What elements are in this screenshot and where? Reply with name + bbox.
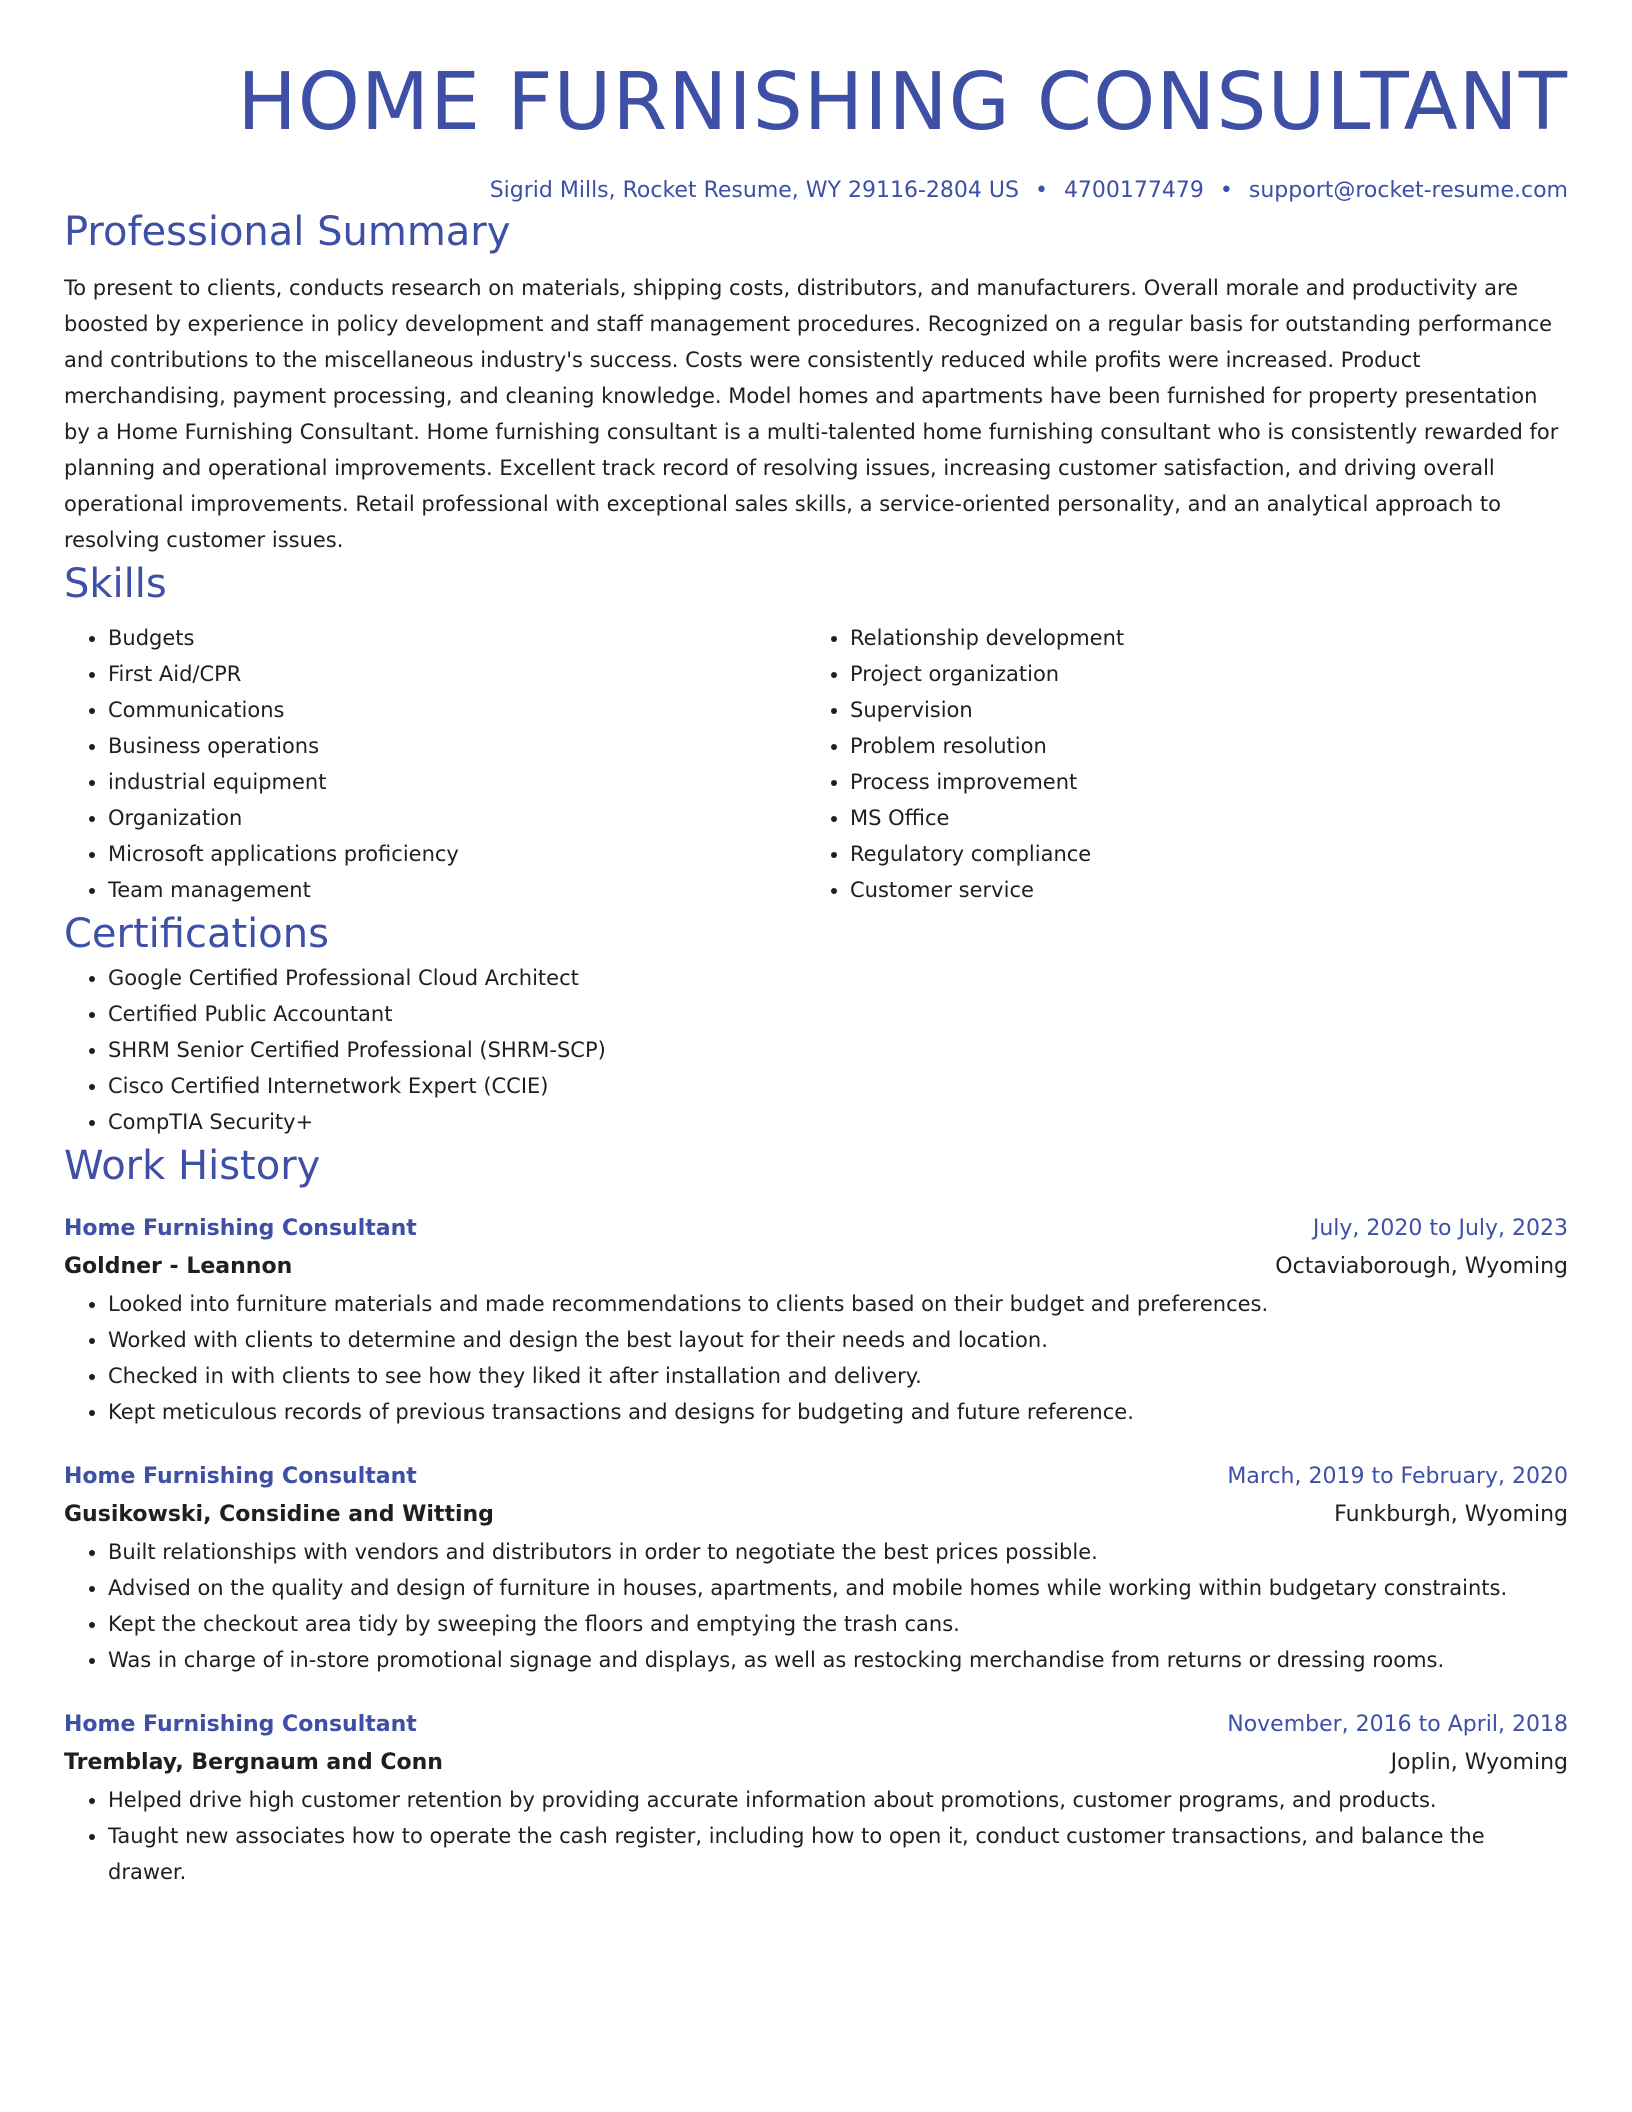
contact-separator: • <box>1219 178 1233 203</box>
certification-item: • CompTIA Security+ <box>108 1104 1568 1140</box>
skill-item: • Microsoft applications proficiency <box>108 836 806 872</box>
skills-right-column <box>806 620 1548 908</box>
job-title: Home Furnishing Consultant <box>64 1464 417 1489</box>
skills-left-column <box>64 620 806 908</box>
contact-phone: 4700177479 <box>1063 178 1204 203</box>
skill-item: • Regulatory compliance <box>850 836 1548 872</box>
skill-item: • Business operations <box>108 728 806 764</box>
job-bullets <box>64 1534 1568 1678</box>
skill-item: • Supervision <box>850 692 1548 728</box>
skill-item: • MS Office <box>850 800 1548 836</box>
job-entry <box>64 1458 1568 1678</box>
skill-item: • Organization <box>108 800 806 836</box>
skill-item: • Customer service <box>850 872 1548 908</box>
job-location: Octaviaborough, Wyoming <box>1275 1254 1568 1279</box>
job-dates: November, 2016 to April, 2018 <box>1227 1712 1568 1737</box>
job-company-row <box>64 1248 1568 1286</box>
job-entry <box>64 1210 1568 1430</box>
skill-item: • Project organization <box>850 656 1548 692</box>
job-dates: March, 2019 to February, 2020 <box>1227 1464 1568 1489</box>
job-bullet: • Checked in with clients to see how they liked it after installation and delivery. <box>108 1358 1568 1394</box>
job-bullet: • Kept the checkout area tidy by sweeping the floors and emptying the trash cans. <box>108 1606 1568 1642</box>
job-bullets <box>64 1286 1568 1430</box>
job-title-row <box>64 1706 1568 1744</box>
certification-item: • Google Certified Professional Cloud Architect <box>108 960 1568 996</box>
job-title-row <box>64 1210 1568 1248</box>
job-bullet: • Worked with clients to determine and design the best layout for their needs and location. <box>108 1322 1568 1358</box>
skills-heading: Skills <box>64 561 167 607</box>
job-bullet: • Was in charge of in-store promotional signage and displays, as well as restocking merchandise from returns or dressing rooms. <box>108 1642 1568 1678</box>
summary-text: To present to clients, conducts research on materials, shipping costs, distributors, and manufacturers. Overall morale and productivity are boosted by experience in policy development and staff management procedures. Recognized on a regular basis for outstanding performance and contributions to the miscellaneous industry's success. Costs were consistently reduced while profits were increased. Product merchandising, payment processing, and cleaning knowledge. Model homes and apartments have been furnished for property presentation by a Home Furnishing Consultant. Home furnishing consultant is a multi-talented home furnishing consultant who is consistently rewarded for planning and operational improvements. Excellent track record of resolving issues, increasing customer satisfaction, and driving overall operational improvements. Retail professional with exceptional sales skills, a service-oriented personality, and an analytical approach to resolving customer issues. <box>64 276 1559 552</box>
job-bullet: • Taught new associates how to operate the cash register, including how to open it, conduct customer transactions, and balance the drawer. <box>108 1818 1568 1890</box>
work-history-heading: Work History <box>64 1143 321 1189</box>
skills-left-list <box>64 620 806 908</box>
skill-item: • Communications <box>108 692 806 728</box>
summary-heading: Professional Summary <box>64 209 511 255</box>
job-location: Joplin, Wyoming <box>1390 1750 1568 1775</box>
job-bullets <box>64 1782 1568 1890</box>
job-bullet: • Advised on the quality and design of furniture in houses, apartments, and mobile homes while working within budgetary constraints. <box>108 1570 1568 1606</box>
skill-item: • industrial equipment <box>108 764 806 800</box>
skill-item: • Relationship development <box>850 620 1548 656</box>
job-company: Tremblay, Bergnaum and Conn <box>64 1750 443 1775</box>
job-bullet: • Looked into furniture materials and made recommendations to clients based on their budget and preferences. <box>108 1286 1568 1322</box>
job-entry <box>64 1706 1568 1890</box>
job-company: Goldner - Leannon <box>64 1254 293 1279</box>
skill-item: • Problem resolution <box>850 728 1548 764</box>
job-dates: July, 2020 to July, 2023 <box>1312 1216 1568 1241</box>
job-company: Gusikowski, Considine and Witting <box>64 1502 494 1527</box>
skill-item: • Budgets <box>108 620 806 656</box>
job-company-row <box>64 1744 1568 1782</box>
certification-item: • Cisco Certified Internetwork Expert (CCIE) <box>108 1068 1568 1104</box>
contact-separator: • <box>1034 178 1048 203</box>
contact-line <box>64 176 1568 206</box>
resume-title: HOME FURNISHING CONSULTANT <box>237 56 1568 148</box>
job-title: Home Furnishing Consultant <box>64 1216 417 1241</box>
contact-email[interactable]: support@rocket-resume.com <box>1248 178 1568 203</box>
job-title: Home Furnishing Consultant <box>64 1712 417 1737</box>
job-bullet: • Helped drive high customer retention by providing accurate information about promotions, customer programs, and products. <box>108 1782 1568 1818</box>
job-title-row <box>64 1458 1568 1496</box>
certification-item: • SHRM Senior Certified Professional (SHRM-SCP) <box>108 1032 1568 1068</box>
skills-columns <box>64 620 1568 908</box>
skill-item: • Process improvement <box>850 764 1548 800</box>
skill-item: • Team management <box>108 872 806 908</box>
job-bullet: • Kept meticulous records of previous transactions and designs for budgeting and future reference. <box>108 1394 1568 1430</box>
job-location: Funkburgh, Wyoming <box>1334 1502 1568 1527</box>
contact-address: Sigrid Mills, Rocket Resume, WY 29116-2804 US <box>489 178 1019 203</box>
job-bullet: • Built relationships with vendors and distributors in order to negotiate the best prices possible. <box>108 1534 1568 1570</box>
certifications-list <box>64 960 1568 1140</box>
certifications-heading: Certifications <box>64 911 329 957</box>
certification-item: • Certified Public Accountant <box>108 996 1568 1032</box>
job-company-row <box>64 1496 1568 1534</box>
skill-item: • First Aid/CPR <box>108 656 806 692</box>
skills-right-list <box>806 620 1548 908</box>
